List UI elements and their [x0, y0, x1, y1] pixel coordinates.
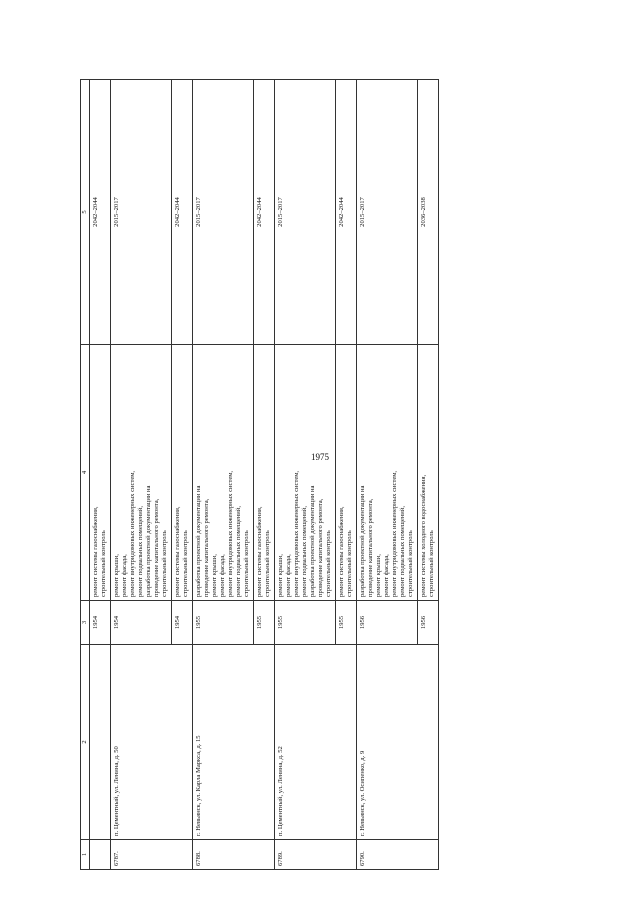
work-line: ремонт крыши,: [375, 554, 382, 597]
work-line: строительный контроль: [264, 530, 271, 597]
year-cell: 1956: [357, 601, 418, 645]
work-cell: [111, 345, 172, 601]
address-cell: [90, 645, 111, 840]
address-cell: п. Цементный, ул. Ленина, д. 50: [111, 645, 193, 840]
work-line: строительный контроль: [243, 530, 250, 597]
period-cell: 2042–2044: [254, 80, 275, 345]
capital-repair-table: [80, 79, 439, 870]
rotated-table-sheet: [80, 80, 550, 870]
work-line: ремонт фасада,: [219, 554, 226, 597]
work-cell: [193, 345, 254, 601]
period-cell: 2042–2044: [172, 80, 193, 345]
num-cell: 6788.: [193, 840, 275, 870]
header-row: [81, 80, 90, 870]
work-line: строительный контроль: [407, 530, 414, 597]
work-line: строительный контроль: [428, 530, 435, 597]
work-line: ремонт фасада,: [383, 554, 390, 597]
period-cell: 2015–2017: [193, 80, 254, 345]
period-cell: 2042–2044: [90, 80, 111, 345]
work-line: строительный контроль: [325, 530, 332, 597]
table-row: [357, 80, 418, 870]
address-cell: г. Невьянск, ул. Карла Маркса, д. 15: [193, 645, 275, 840]
period-cell: 2036–2038: [418, 80, 439, 345]
table-row: [90, 80, 111, 870]
work-line: ремонт системы газоснабжения,: [256, 506, 263, 597]
work-cell: [336, 345, 357, 601]
num-cell: 6790.: [357, 840, 439, 870]
work-line: ремонт крыши,: [211, 554, 218, 597]
work-line: ремонт системы газоснабжения,: [174, 506, 181, 597]
work-cell: [254, 345, 275, 601]
year-cell: 1954: [172, 601, 193, 645]
column-header-1: 1: [81, 840, 90, 870]
work-line: проведение капитального ремонта,: [367, 498, 374, 597]
table-row: [275, 80, 336, 870]
work-line: ремонт внутридомовых инженерных систем,: [227, 470, 234, 597]
work-line: ремонт фасада,: [121, 554, 128, 597]
column-header-3: 3: [81, 601, 90, 645]
address-cell: г. Невьянск, ул. Осипенко, д. 9: [357, 645, 439, 840]
year-cell: 1955: [336, 601, 357, 645]
num-cell: [90, 840, 111, 870]
year-cell: 1955: [193, 601, 254, 645]
year-cell: 1955: [254, 601, 275, 645]
table-row: [111, 80, 172, 870]
column-header-2: 2: [81, 645, 90, 840]
num-cell: 6787.: [111, 840, 193, 870]
period-cell: 2015–2017: [275, 80, 336, 345]
address-cell: п. Цементный, ул. Ленина, д. 52: [275, 645, 357, 840]
year-cell: 1954: [111, 601, 172, 645]
work-line: ремонт подвальных помещений,: [399, 506, 406, 597]
work-line: ремонт крыши,: [113, 554, 120, 597]
work-cell: [275, 345, 336, 601]
work-line: ремонт системы холодного водоснабжения,: [420, 474, 427, 597]
year-cell: 1954: [90, 601, 111, 645]
work-line: строительный контроль: [100, 530, 107, 597]
work-cell: [172, 345, 193, 601]
work-line: ремонт подвальных помещений,: [235, 506, 242, 597]
work-line: разработка проектной документации на: [359, 485, 366, 597]
work-line: строительный контроль: [346, 530, 353, 597]
work-cell: [418, 345, 439, 601]
page-number: 1975: [311, 452, 329, 462]
column-header-5: 5: [81, 80, 90, 345]
work-line: ремонт крыши,: [277, 554, 284, 597]
work-line: ремонт внутридомовых инженерных систем,: [293, 470, 300, 597]
period-cell: 2015–2017: [357, 80, 418, 345]
period-cell: 2015–2017: [111, 80, 172, 345]
column-header-4: 4: [81, 345, 90, 601]
work-line: разработка проектной документации на: [145, 485, 152, 597]
work-line: ремонт системы газоснабжения,: [338, 506, 345, 597]
year-cell: 1955: [275, 601, 336, 645]
work-line: ремонт подвальных помещений,: [301, 506, 308, 597]
work-line: ремонт подвальных помещений,: [137, 506, 144, 597]
period-cell: 2042–2044: [336, 80, 357, 345]
work-line: ремонт внутридомовых инженерных систем,: [391, 470, 398, 597]
work-line: разработка проектной документации на: [195, 485, 202, 597]
num-cell: 6789.: [275, 840, 357, 870]
work-line: строительный контроль: [182, 530, 189, 597]
work-line: ремонт системы газоснабжения,: [92, 506, 99, 597]
work-line: разработка проектной документации на: [309, 485, 316, 597]
work-line: строительный контроль: [161, 530, 168, 597]
work-line: проведение капитального ремонта,: [203, 498, 210, 597]
work-line: ремонт фасада,: [285, 554, 292, 597]
work-line: ремонт внутридомовых инженерных систем,: [129, 470, 136, 597]
work-line: проведение капитального ремонта,: [153, 498, 160, 597]
year-cell: 1956: [418, 601, 439, 645]
work-cell: [357, 345, 418, 601]
table-row: [193, 80, 254, 870]
work-cell: [90, 345, 111, 601]
work-line: проведение капитального ремонта,: [317, 498, 324, 597]
